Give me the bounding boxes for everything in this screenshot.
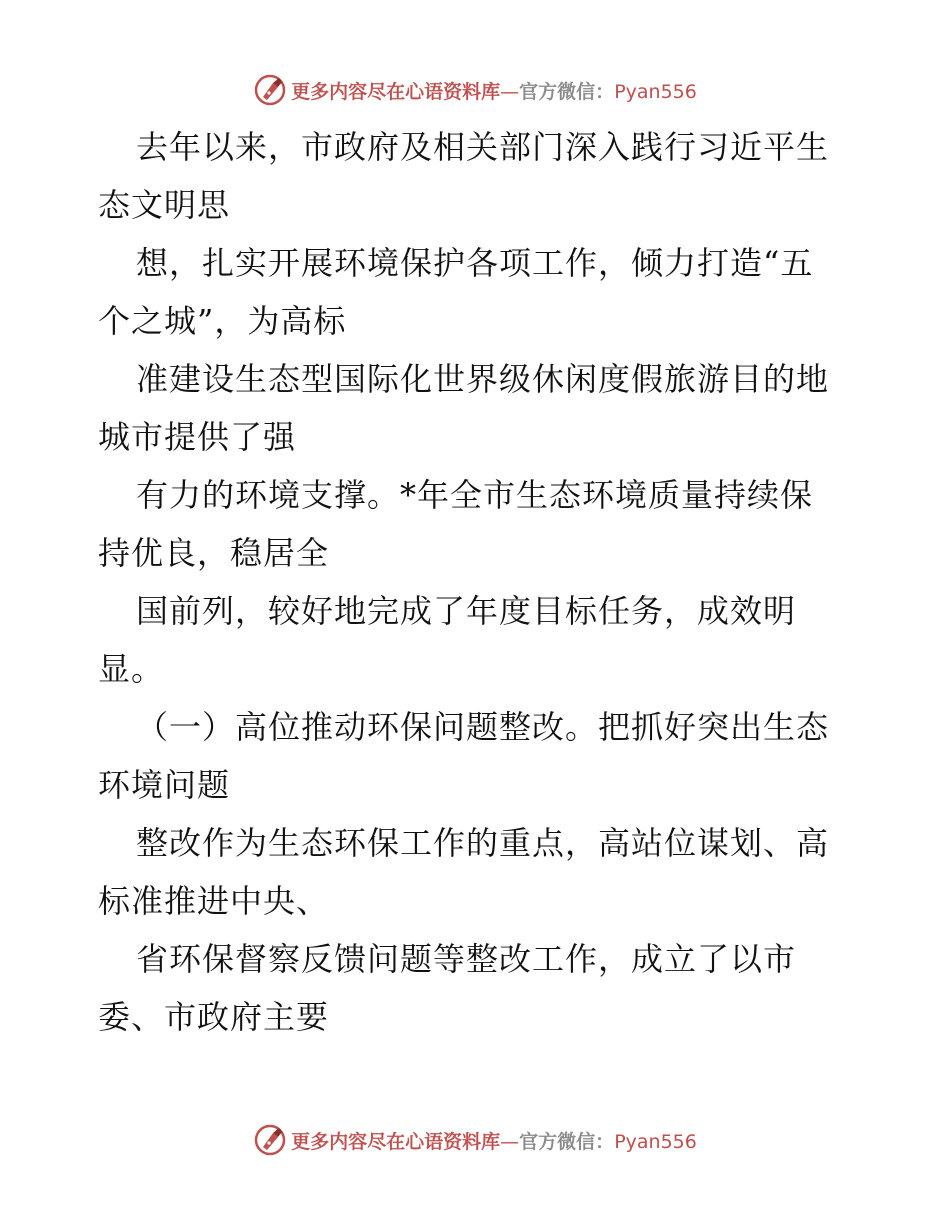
document-body xyxy=(98,118,858,1046)
pen-nib-circle-icon xyxy=(253,1123,287,1157)
body-line: 持优良，稳居全 xyxy=(98,534,330,572)
watermark-official-label: 官方微信： xyxy=(519,80,615,103)
body-line: 环境问题 xyxy=(98,766,231,804)
watermark-dash: — xyxy=(500,1130,520,1153)
body-line: 显。 xyxy=(98,650,165,688)
watermark-main-text: 更多内容尽在心语资料库 xyxy=(291,80,501,103)
watermark-text xyxy=(291,77,697,104)
body-line: 整改作为生态环保工作的重点，高站位谋划、高 xyxy=(136,824,830,862)
body-line: 个之城”，为高标 xyxy=(98,302,347,340)
watermark-main-text: 更多内容尽在心语资料库 xyxy=(291,1130,501,1153)
pen-nib-circle-icon xyxy=(253,73,287,107)
body-line: （一）高位推动环保问题整改。把抓好突出生态 xyxy=(136,708,830,746)
body-line: 委、市政府主要 xyxy=(98,998,330,1036)
header-watermark xyxy=(0,72,950,108)
watermark-text xyxy=(291,1127,697,1154)
watermark-account: Pyan556 xyxy=(614,80,697,103)
body-line: 标准推进中央、 xyxy=(98,882,330,920)
body-line: 态文明思 xyxy=(98,186,231,224)
footer-watermark xyxy=(0,1122,950,1158)
body-line: 想，扎实开展环境保护各项工作，倾力打造“五 xyxy=(136,244,814,282)
body-line: 国前列，较好地完成了年度目标任务，成效明 xyxy=(136,592,797,630)
watermark-dash: — xyxy=(500,80,520,103)
watermark-account: Pyan556 xyxy=(614,1130,697,1153)
body-line: 准建设生态型国际化世界级休闲度假旅游目的地 xyxy=(136,360,830,398)
body-line: 省环保督察反馈问题等整改工作，成立了以市 xyxy=(136,940,797,978)
watermark-official-label: 官方微信： xyxy=(519,1130,615,1153)
body-line: 城市提供了强 xyxy=(98,418,297,456)
body-line: 去年以来，市政府及相关部门深入践行习近平生 xyxy=(136,128,830,166)
body-line: 有力的环境支撑。*年全市生态环境质量持续保 xyxy=(136,476,814,514)
